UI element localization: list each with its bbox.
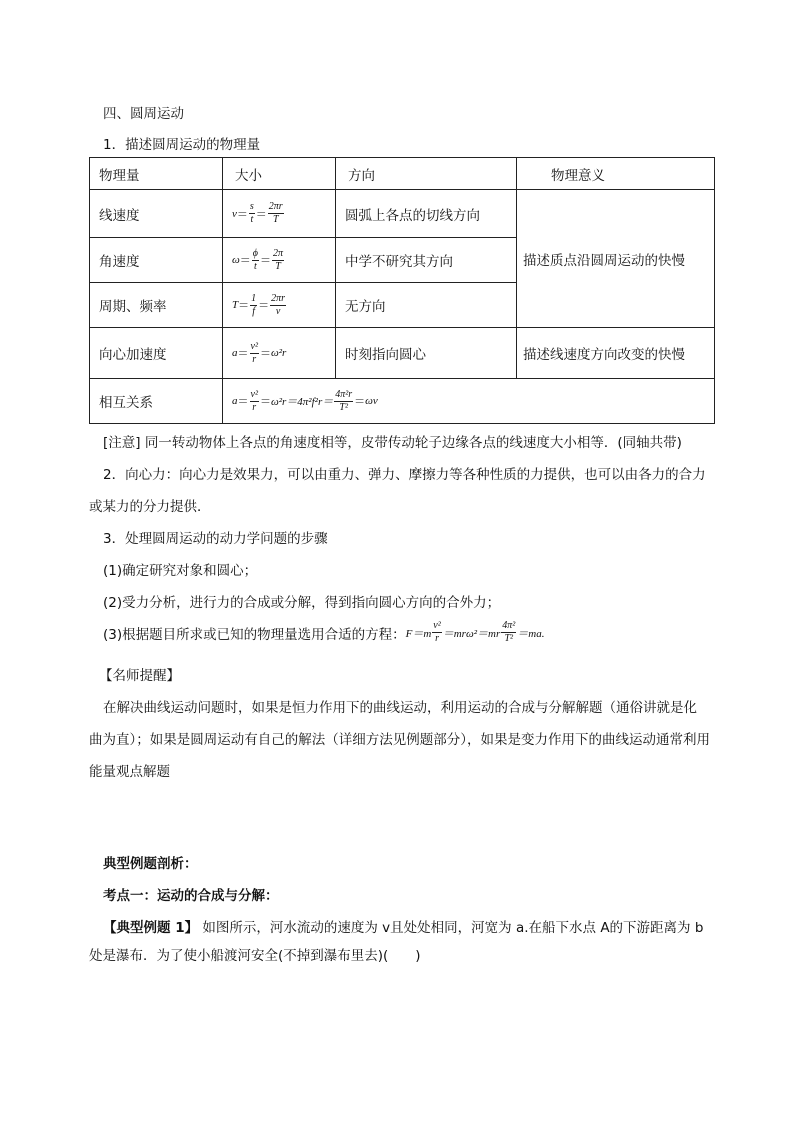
example-1 xyxy=(103,916,703,936)
example-1-line-2: 处是瀑布．为了使小船渡河安全(不掉到瀑布里去)( ) xyxy=(89,948,421,964)
quantity-name: 角速度 xyxy=(90,238,223,283)
subsection-title: 1．描述圆周运动的物理量 xyxy=(103,137,261,153)
meaning-cell: 描述质点沿圆周运动的快慢 xyxy=(517,190,715,328)
physics-quantity-table xyxy=(89,157,715,424)
table-row xyxy=(90,328,715,379)
tip-title: 【名师提醒】 xyxy=(99,668,180,684)
section-title: 四、圆周运动 xyxy=(103,106,184,122)
direction-cell: 中学不研究其方向 xyxy=(336,238,517,283)
tip-line-1: 在解决曲线运动问题时，如果是恒力作用下的曲线运动，利用运动的合成与分解解题（通俗讲就是化 xyxy=(103,700,697,716)
quantity-name: 线速度 xyxy=(90,190,223,238)
table-row xyxy=(90,379,715,424)
tip-line-2: 曲为直）；如果是圆周运动有自己的解法（详细方法见例题部分），如果是变力作用下的曲线运动通常利用 xyxy=(89,732,710,748)
example-1-text: 如图所示，河水流动的速度为 v且处处相同，河宽为 a.在船下水点 A的下游距离为 b xyxy=(202,920,704,936)
quantity-name: 周期、频率 xyxy=(90,283,223,328)
step-3-text: (3)根据题目所求或已知的物理量选用合适的方程： xyxy=(103,626,406,643)
formula-cell: ω ＝ $\frac{\phi}{t}$ ＝ $\frac{2\pi}{T}$ xyxy=(223,238,336,283)
relation-formula-cell: a ＝ $\frac{\text{v²}}{r}$ ＝ ω²r＝4π²f²r＝ $\frac{\text{4π²r}}{\text{T²}}$ ＝ ωv xyxy=(223,379,715,424)
table-header-cell: 物理量 xyxy=(90,158,223,190)
formula-cell: v ＝ $\frac{s}{t}$ ＝ $\frac{2\pi r}{T}$ xyxy=(223,190,336,238)
table-header-cell: 物理意义 xyxy=(517,158,715,190)
formula-cell: a ＝ $\frac{\text{v²}}{r}$ ＝ ω²r xyxy=(223,328,336,379)
direction-cell: 无方向 xyxy=(336,283,517,328)
table-header-row xyxy=(90,158,715,190)
meaning-cell: 描述线速度方向改变的快慢 xyxy=(517,328,715,379)
step-3-formula-lhs: F＝m xyxy=(405,627,432,640)
step-1: (1)确定研究对象和圆心； xyxy=(103,563,258,579)
formula-cell: T ＝ $\frac{1}{f}$ ＝ $\frac{2\pi r}{v}$ xyxy=(223,283,336,328)
quantity-name: 相互关系 xyxy=(90,379,223,424)
step-3: (3)根据题目所求或已知的物理量选用合适的方程： F＝m $\frac{\text{v²}}{r}$ ＝mrω²＝mr $\frac{\text{4π²}}{\text{T²}}$ ＝ma. xyxy=(103,620,545,644)
kaodian-title: 考点一：运动的合成与分解： xyxy=(103,888,279,904)
table-row xyxy=(90,190,715,238)
step-2: (2)受力分析，进行力的合成或分解，得到指向圆心方向的合外力； xyxy=(103,595,501,611)
table-header-cell: 大小 xyxy=(223,158,336,190)
note-text: [注意] 同一转动物体上各点的角速度相等，皮带传动轮子边缘各点的线速度大小相等．(同轴共带) xyxy=(103,435,682,451)
paragraph-centripetal-force-cont: 或某力的分力提供． xyxy=(89,499,211,515)
direction-cell: 时刻指向圆心 xyxy=(336,328,517,379)
example-1-label: 【典型例题 1】 xyxy=(103,920,199,936)
direction-cell: 圆弧上各点的切线方向 xyxy=(336,190,517,238)
steps-title: 3．处理圆周运动的动力学问题的步骤 xyxy=(103,531,328,547)
examples-title: 典型例题剖析： xyxy=(103,856,198,872)
quantity-name: 向心加速度 xyxy=(90,328,223,379)
paragraph-centripetal-force: 2．向心力：向心力是效果力，可以由重力、弹力、摩擦力等各种性质的力提供，也可以由各力的合力 xyxy=(103,467,706,483)
tip-line-3: 能量观点解题 xyxy=(89,764,170,780)
table-header-cell: 方向 xyxy=(336,158,517,190)
